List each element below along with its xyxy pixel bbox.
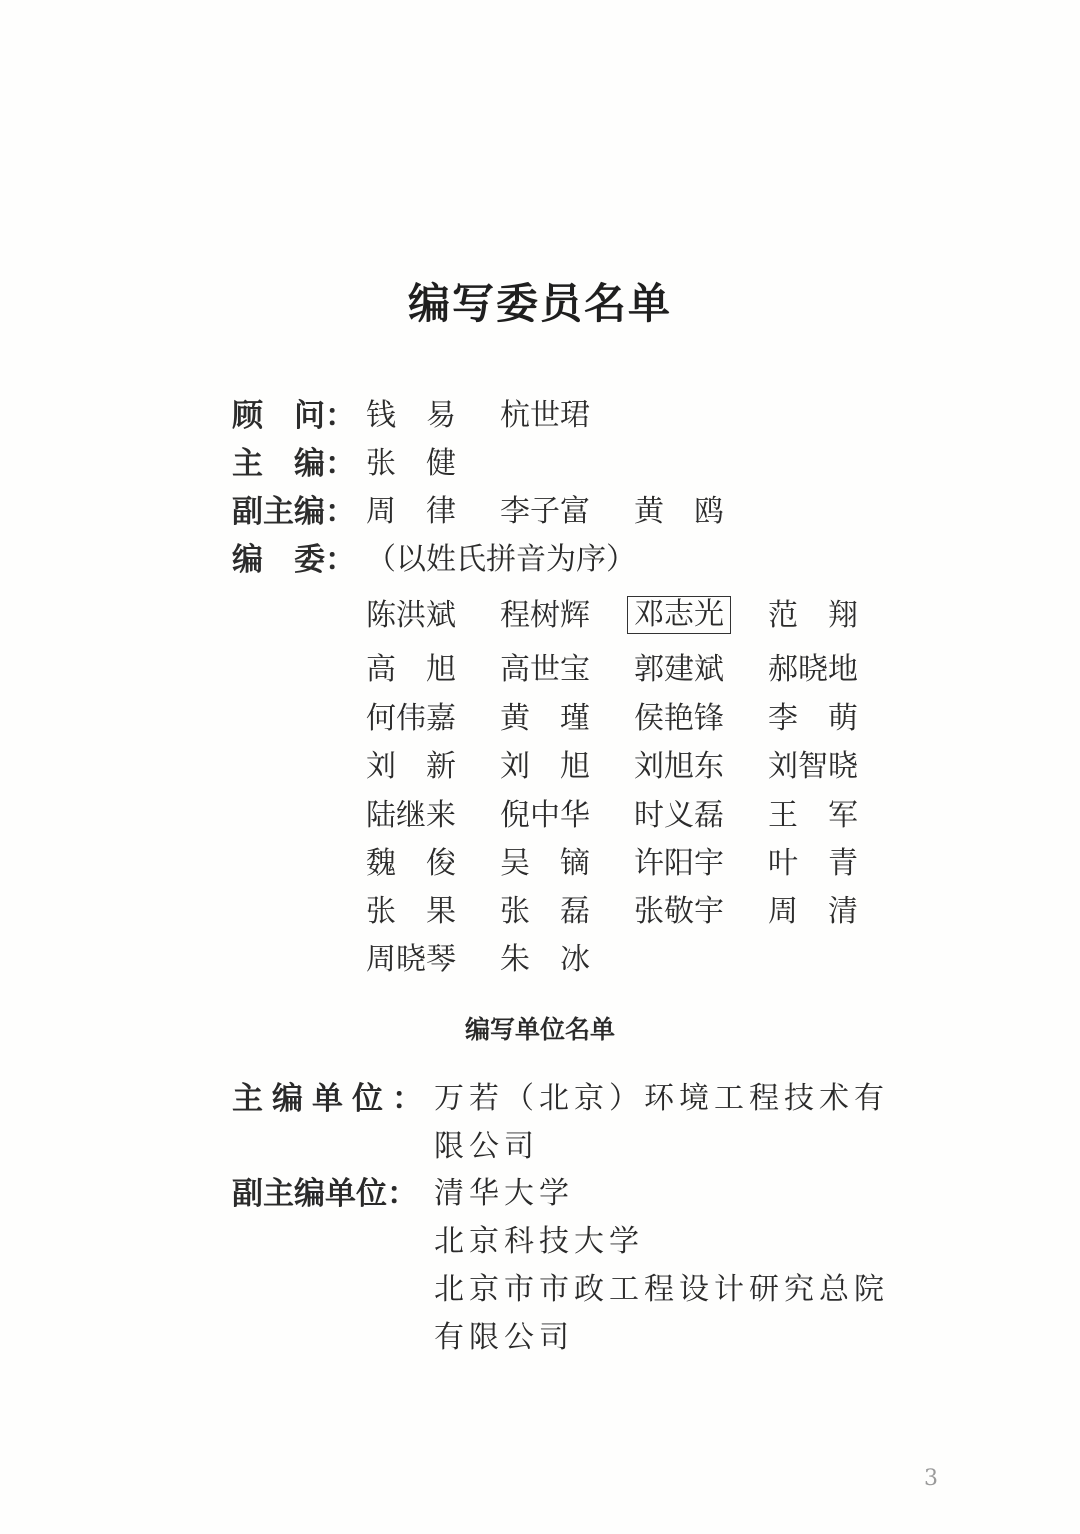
committee-member: 许阳宇 <box>634 846 724 881</box>
committee-member: 郝晓地 <box>768 652 858 687</box>
chief-editor-name: 张 健 <box>366 446 456 481</box>
committee-note: （以姓氏拼音为序） <box>366 542 636 577</box>
advisor-name: 钱 易 <box>366 398 456 433</box>
committee-member: 黄 瑾 <box>500 701 590 736</box>
chief-unit-line: 限公司 <box>434 1129 539 1164</box>
committee-member: 魏 俊 <box>366 846 456 881</box>
chief-editor-label: 主 编： <box>232 446 356 482</box>
committee-member: 张 果 <box>366 894 456 929</box>
committee-member: 时义磊 <box>634 798 724 833</box>
committee-member: 侯艳锋 <box>634 701 724 736</box>
committee-member: 高世宝 <box>500 652 590 687</box>
committee-member: 高 旭 <box>366 652 456 687</box>
committee-member: 程树辉 <box>500 598 590 633</box>
committee-member: 范 翔 <box>768 598 858 633</box>
committee-member: 刘 旭 <box>500 749 590 784</box>
committee-member: 倪中华 <box>500 798 590 833</box>
committee-member: 叶 青 <box>768 846 858 881</box>
chief-unit-line: 万若（北京）环境工程技术有 <box>434 1081 889 1116</box>
committee-member: 刘智晓 <box>768 749 858 784</box>
committee-member: 朱 冰 <box>500 942 590 977</box>
committee-member: 陆继来 <box>366 798 456 833</box>
committee-member: 张敬宇 <box>634 894 724 929</box>
advisor-name: 杭世珺 <box>500 398 590 433</box>
committee-member: 刘旭东 <box>634 749 724 784</box>
committee-member: 郭建斌 <box>634 652 724 687</box>
deputy-unit-line: 清华大学 <box>434 1176 574 1211</box>
page-number: 3 <box>924 1466 938 1491</box>
committee-member: 王 军 <box>768 798 858 833</box>
committee-member: 张 磊 <box>500 894 590 929</box>
deputy-unit-line: 有限公司 <box>434 1320 574 1355</box>
committee-member: 吴 镝 <box>500 846 590 881</box>
committee-member: 周 清 <box>768 894 858 929</box>
deputy-editors-label: 副主编： <box>232 494 356 530</box>
committee-label: 编 委： <box>232 542 356 578</box>
deputy-editor-name: 李子富 <box>500 494 590 529</box>
deputy-units-label: 副主编单位： <box>232 1176 418 1212</box>
committee-member: 周晓琴 <box>366 942 456 977</box>
deputy-editor-name: 周 律 <box>366 494 456 529</box>
committee-member: 陈洪斌 <box>366 598 456 633</box>
chief-unit-label: 主编单位： <box>232 1081 432 1117</box>
committee-member: 何伟嘉 <box>366 701 456 736</box>
units-title: 编写单位名单 <box>464 1015 615 1044</box>
deputy-unit-line: 北京科技大学 <box>434 1224 644 1259</box>
advisors-label: 顾 问： <box>232 398 356 434</box>
committee-member: 刘 新 <box>366 749 456 784</box>
deputy-editor-name: 黄 鸥 <box>634 494 724 529</box>
deputy-unit-line: 北京市市政工程设计研究总院 <box>434 1272 889 1307</box>
committee-member: 李 萌 <box>768 701 858 736</box>
committee-member-boxed: 邓志光 <box>627 596 731 634</box>
page-title: 编写委员名单 <box>407 279 672 328</box>
